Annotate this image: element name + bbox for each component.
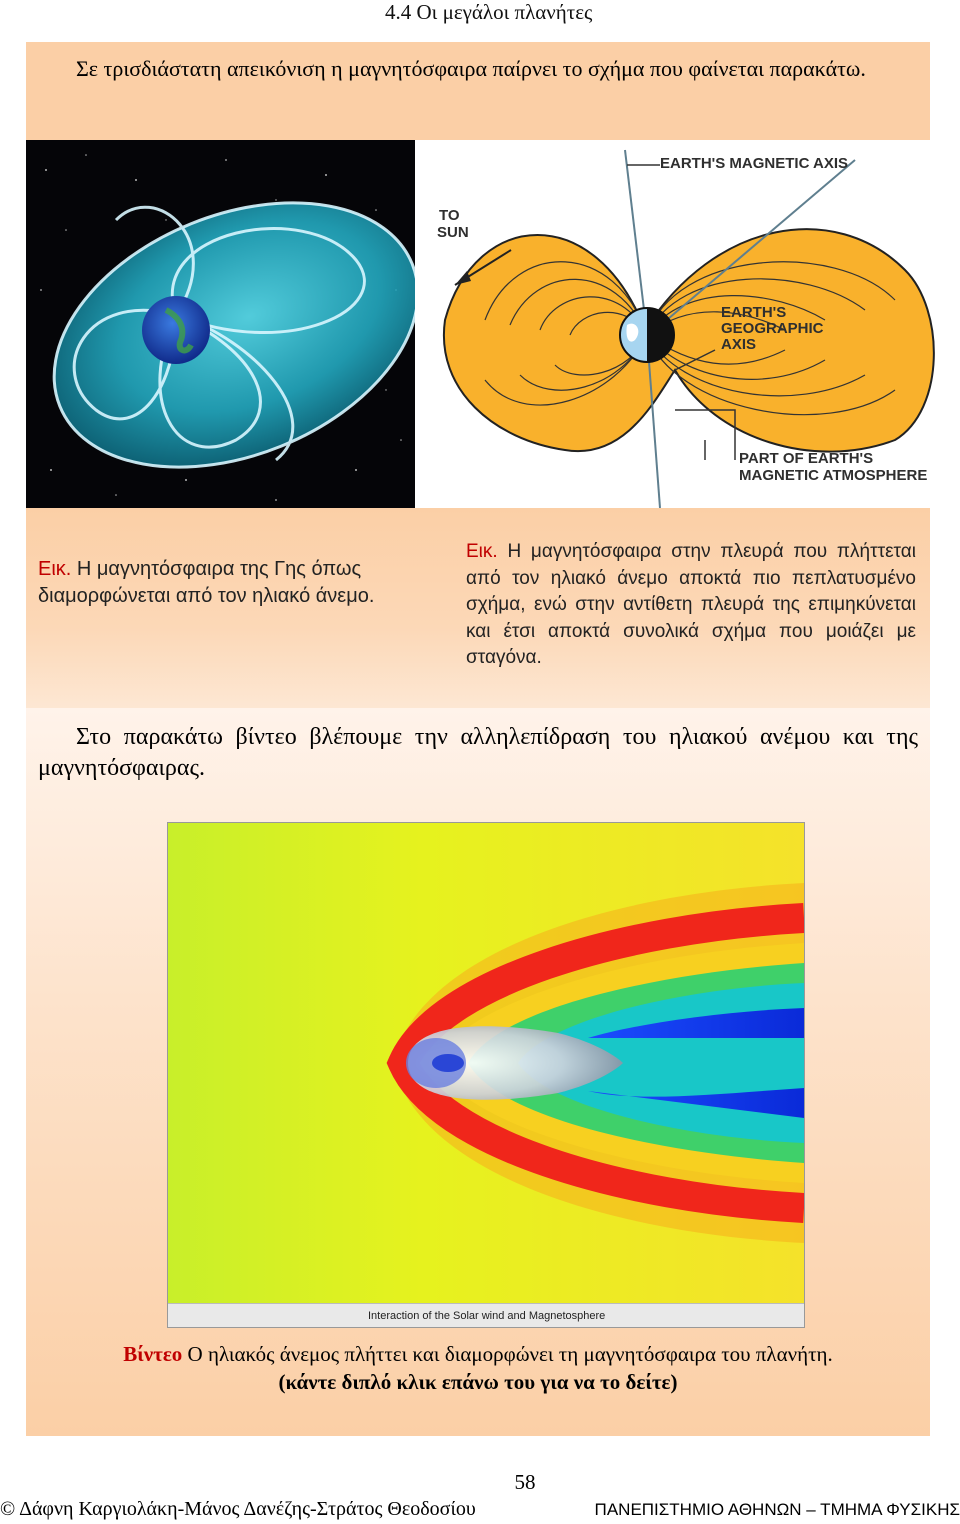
magnetosphere-diagram [415,140,940,508]
video-intro-paragraph: Στο παρακάτω βίντεο βλέπουμε την αλληλεπίδραση του ηλιακού ανέμου και της μαγνητόσφαιρας. [38,724,918,781]
label-magnetic-axis: EARTH'S MAGNETIC AXIS [660,155,849,172]
label-geographic-axis-line1: EARTH'S [721,304,787,321]
label-to-sun-line1: TO [439,207,460,224]
solar-wind-simulation-frame [168,823,804,1303]
magnetosphere-cross-section-diagram [415,140,940,508]
magnetosphere-3d-image [26,140,415,515]
label-atmosphere-line1: PART OF EARTH'S [739,450,874,467]
video-player[interactable] [167,822,805,1328]
label-geographic-axis-line3: AXIS [721,336,757,353]
footer-authors: © Δάφνη Καργιολάκη-Μάνος Δανέζης-Στράτος Θεοδοσίου [0,1498,476,1520]
figure-right-caption-text: Η μαγνητόσφαιρα στην πλευρά που πλήττεται από τον ηλιακό άνεμο αποκτά πιο πεπλατυσμένο σχήμα, ενώ στην αντίθετη πλευρά της επιμηκύνεται και έτσι αποκτά συνολικά σχήμα που μοιάζει με σταγόνα. [466,541,916,668]
magnetosphere-3d-illustration [26,140,415,515]
label-atmosphere-line2: MAGNETIC ATMOSPHERE [739,467,928,484]
video-caption [26,1340,930,1368]
figure-left-caption [38,556,420,610]
page-number: 58 [514,1470,536,1494]
figure-right-caption [466,539,916,672]
label-geographic-axis-line2: GEOGRAPHIC [721,320,824,337]
magnetosphere-shape [444,229,934,451]
page-header-title: 4.4 Οι μεγάλοι πλανήτες [385,0,593,24]
earth-globe [142,296,210,364]
figure-right-caption-label: Εικ. [466,541,498,562]
footer-institution: ΠΑΝΕΠΙΣΤΗΜΙΟ ΑΘΗΝΩΝ – ΤΜΗΜΑ ΦΥΣΙΚΗΣ [594,1500,960,1519]
label-to-sun-line2: SUN [437,224,469,241]
figure-left-caption-text: Η μαγνητόσφαιρα της Γης όπως διαμορφώνεται από τον ηλιακό άνεμο. [38,558,375,607]
video-frame-caption: Interaction of the Solar wind and Magnetosphere [168,1303,804,1327]
video-caption-label: Βίντεο [123,1342,183,1366]
video-caption-text: Ο ηλιακός άνεμος πλήττει και διαμορφώνει τη μαγνητόσφαιρα του πλανήτη. [182,1342,833,1366]
figure-left-caption-label: Εικ. [38,558,72,580]
intro-paragraph: Σε τρισδιάστατη απεικόνιση η μαγνητόσφαιρα παίρνει το σχήμα που φαίνεται παρακάτω. [76,56,866,81]
video-instruction: (κάντε διπλό κλικ επάνω του για να το δείτε) [278,1370,678,1394]
